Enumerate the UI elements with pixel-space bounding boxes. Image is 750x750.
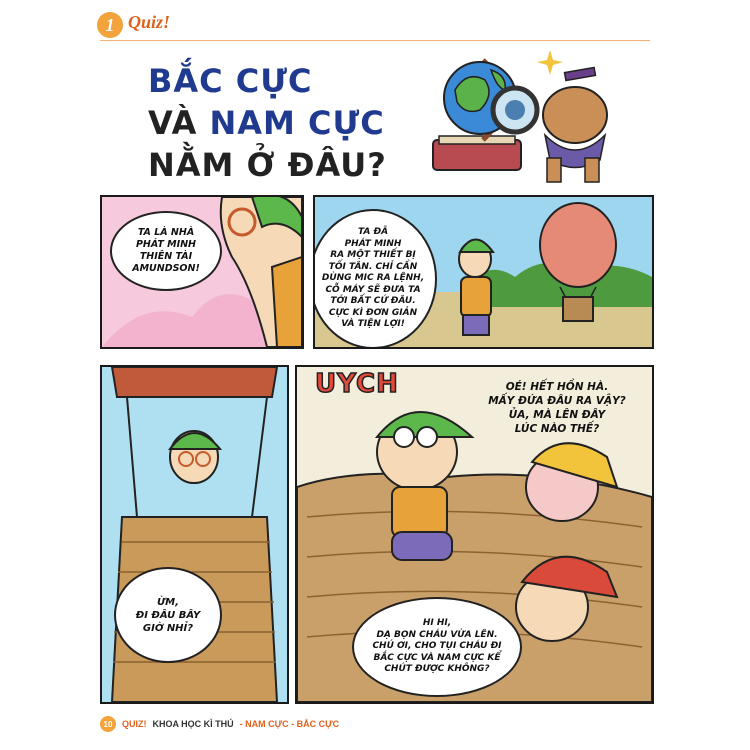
title-line-2-a: VÀ — [148, 104, 210, 142]
title-line-3: NẰM Ở ĐÂU? — [148, 146, 387, 184]
panel-3-speech-bubble: ỪM, ĐI ĐÂU BÂY GIỜ NHỈ? — [114, 567, 222, 663]
panel-1 — [100, 195, 304, 349]
panel-2-speech-bubble: TA ĐÃ PHÁT MINH RA MỘT THIẾT BỊ TỐI TÂN. CHỈ CẦN DÙNG MIC RA LỆNH, CỖ MÁY SẼ ĐƯA TA TỚI BẤT CỨ ĐÂU. CỰC KÌ ĐƠN GIẢN VÀ TIỆN LỢI! — [313, 209, 437, 349]
quiz-label: Quiz! — [128, 12, 171, 32]
globe-dog-illustration — [425, 40, 625, 190]
panel-4-speech-bubble-top: OÉ! HẾT HỒN HÀ. MẤY ĐỨA ĐÂU RA VẬY? ỦA, MÀ LÊN ĐÂY LÚC NÀO THẾ? — [488, 381, 626, 435]
panel-4-speech-bubble-bottom: HI HI, DẠ BỌN CHÁU VỪA LÊN. CHÚ ƠI, CHO TỤI CHÁU ĐI BẮC CỰC VÀ NAM CỰC KỂ CHÚT ĐƯỢC KHÔNG? — [352, 597, 522, 697]
page-number: 10 — [100, 716, 116, 732]
quiz-number-badge: 1 — [97, 12, 123, 38]
title-line-2 — [148, 102, 387, 144]
footer-subtopic: - NAM CỰC - BẮC CỰC — [239, 719, 340, 729]
footer-series: QUIZ! — [122, 719, 147, 729]
panel-3 — [100, 365, 289, 704]
title-line-1: BẮC CỰC — [148, 62, 313, 100]
panel-4-sound-effect: UYCH — [315, 369, 399, 399]
panel-2 — [313, 195, 654, 349]
footer-topic: KHOA HỌC KÌ THÚ — [152, 719, 234, 729]
panel-1-speech-bubble: TA LÀ NHÀ PHÁT MINH THIÊN TÀI AMUNDSON! — [110, 211, 222, 291]
page-footer — [100, 716, 339, 732]
title-line-2-b: NAM CỰC — [209, 104, 385, 142]
page-title — [148, 60, 387, 186]
panel-4 — [295, 365, 654, 704]
